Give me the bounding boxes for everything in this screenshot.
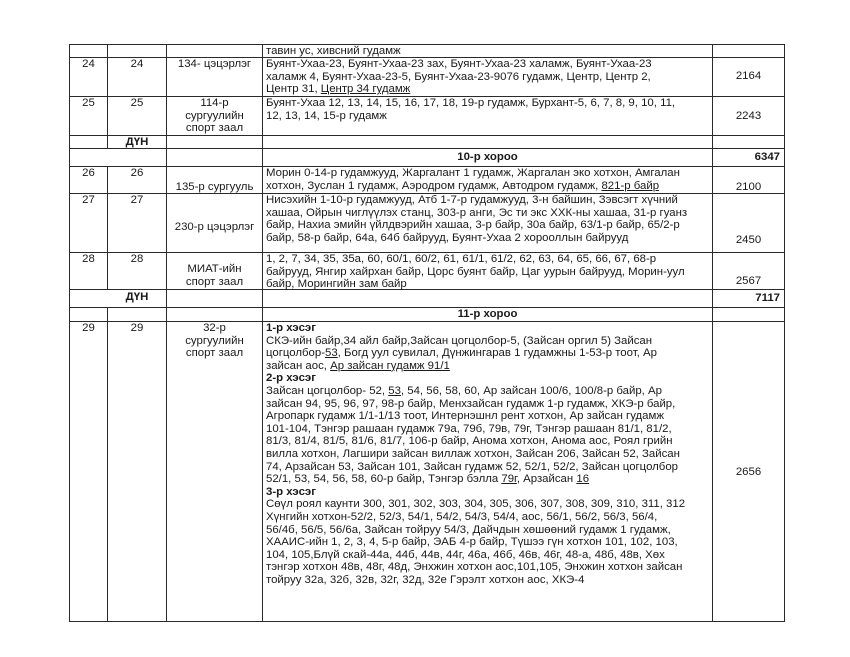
street-list-line: Сөүл роял каунти 300, 301, 302, 303, 304, 305, 306, 307, 308, 309, 310, 311, 312	[266, 498, 686, 511]
street-text: зайсан аос,	[266, 359, 331, 372]
street-list-line: 104, 105,Блүй скай-44а, 44б, 44в, 44г, 46а, 46б, 46в, 46г, 48-а, 48б, 48в, Хөх	[266, 548, 665, 561]
street-text: Зайсан цогцолбор- 52,	[266, 384, 389, 397]
street-list-line: тэнгэр хотхон 48в, 48г, 48д, Энхжин хотхон аос,101,105, Энхжин хотхон зайсан	[266, 561, 683, 574]
row-26-number: 26	[82, 167, 95, 179]
row-27-number: 27	[82, 194, 95, 206]
location-line: 114-р	[200, 97, 229, 109]
street-list-line	[266, 385, 685, 398]
table-right-border	[784, 44, 785, 622]
location-line: спорт заал	[185, 275, 244, 288]
col-divider	[712, 307, 713, 622]
location-line: сургуулийн	[185, 109, 244, 122]
sum-label: ДҮН	[125, 291, 149, 303]
sum-label: ДҮН	[125, 136, 149, 148]
row-26-location: 135-р сургууль	[175, 181, 254, 193]
street-list-line: байр, 58-р байр, 64а, 64б байрууд, Буянт-Ухаа 2 хорооллын байрууд	[266, 231, 629, 244]
row-25-location	[167, 97, 262, 135]
street-text: , Арзайсан	[516, 473, 577, 486]
street-text: 52/1, 53, 54, 56, 58, 60-р байр, Тэнгэр бэлла	[266, 473, 502, 486]
row-28-streets	[266, 253, 685, 291]
street-list-line	[266, 180, 680, 193]
row-28-location	[167, 263, 262, 288]
row-divider	[69, 135, 785, 136]
row-27-location: 230-р цэцэрлэг	[174, 221, 255, 233]
street-text: цогцолбор-	[266, 347, 325, 360]
row-24-number: 24	[82, 58, 95, 70]
row-divider	[69, 44, 785, 45]
street-text-underlined: 53	[325, 347, 338, 360]
sum-total-value: 7117	[755, 292, 780, 304]
row-27-streets	[266, 194, 687, 244]
khoroo-10-heading: 10-р хороо	[457, 151, 518, 163]
row-29-location	[167, 322, 262, 360]
row-27-voter-count: 2450	[735, 234, 762, 246]
row-29-station-number: 29	[130, 322, 144, 334]
khoroo-11-heading: 11-р хороо	[457, 308, 518, 320]
street-text: , 54, 56, 58, 60, Ар зайсан 100/6, 100/8-р байр, Ар	[400, 384, 662, 397]
row-29-number: 29	[82, 322, 95, 334]
location-line: спорт заал	[185, 122, 244, 135]
row-divider	[69, 148, 785, 149]
street-text-underlined: 821-р байр	[601, 179, 660, 192]
street-list-line: байрууд, Янгир хайрхан байр, Цорс буянт байр, Цаг уурын байрууд, Морин-уул	[266, 265, 685, 278]
street-text-underlined: Центр 34 гудамж	[320, 83, 411, 96]
street-list-line	[266, 83, 652, 96]
street-list-line: Хүнгийн хотхон-52/2, 52/3, 54/1, 54/2, 54/3, 54/4, аос, 56/1, 56/2, 56/3, 56/4,	[266, 510, 658, 523]
street-text-underlined: 79г	[501, 473, 517, 486]
street-list-line	[266, 473, 685, 486]
row-24-streets	[266, 58, 652, 96]
street-list-line: 101-104, Тэнгэр рашаан гудамж 79а, 79б, 79в, 79г, Тэнгэр рашаан 81/1, 81/2,	[266, 422, 672, 435]
sum-total-value: 6347	[754, 151, 780, 163]
street-list-line: 12, 13, 14, 15-р гудамж	[266, 109, 387, 122]
table-bottom-border	[69, 621, 785, 622]
row-24-location: 134- цэцэрлэг	[177, 58, 252, 70]
street-list-line: байр, Нахиа эмийн үйлдвэрийн хашаа, 3-р байр, 30а байр, 63/1-р байр, 65/2-р	[266, 219, 680, 232]
row-29-voter-count: 2656	[735, 466, 762, 478]
street-list-line: зайсан 94, 95, 96, 97, 98-р байр, Менхзайсан гудамж 1-р гудамж, ХКЭ-р байр,	[266, 397, 676, 410]
street-list-line	[266, 347, 685, 360]
street-list-line: 56/4б, 56/5, 56/6а, Зайсан тойруу 54/3, Дайчдын хөшөөний гудамж 1 гудамж,	[266, 523, 671, 536]
street-list-line: Буянт-Ухаа-23, Буянт-Ухаа-23 зах, Буянт-Ухаа-23 халамж, Буянт-Ухаа-23	[266, 58, 652, 70]
row-25-station-number: 25	[130, 97, 144, 109]
street-text-underlined: Ар зайсан гудамж 91/1	[330, 359, 450, 372]
street-list-line: вилла хотхон, Лагшири зайсан виллаж хотхон, Зайсан 206, Зайсан 52, Зайсан	[266, 447, 680, 460]
street-text-underlined: 53	[388, 384, 401, 397]
location-line: сургуулийн	[185, 334, 244, 347]
row-24-voter-count: 2164	[735, 70, 762, 82]
row-25-streets	[266, 97, 675, 122]
street-list-line: 81/3, 81/4, 81/5, 81/6, 81/7, 106-р байр, Анома хотхон, Анома аос, Роял грийн	[266, 435, 673, 448]
row-28-voter-count: 2567	[735, 275, 762, 287]
street-list-line: ХААИС-ийн 1, 2, 3, 4, 5-р байр, ЭАБ 4-р байр, Түшээ гүн хотхон 101, 102, 103,	[266, 536, 678, 549]
row-26-station-number: 26	[130, 167, 144, 179]
row-25-number: 25	[82, 97, 95, 109]
col-divider	[107, 307, 108, 622]
section-heading: 3-р хэсэг	[266, 485, 316, 498]
street-text: Центр 31,	[266, 83, 321, 96]
street-list-line: Агропарк гудамж 1/1-1/13 тоот, Интернэшнл рент хотхон, Ар зайсан гудамж	[266, 410, 664, 423]
street-text: хотхон, Зуслан 1 гудамж, Аэродром гудамж, Автодром гудамж,	[266, 179, 602, 192]
row-28-number: 28	[82, 253, 95, 265]
row-27-station-number: 27	[130, 194, 144, 206]
street-text-underlined: 16	[576, 473, 590, 486]
location-line: МИАТ-ийн	[187, 263, 242, 275]
street-list-line	[266, 360, 685, 373]
col-divider	[107, 166, 108, 289]
street-list-line: хашаа, Ойрын чиглүүлэх станц, 303-р анги, Эс ти экс ХХК-ны хашаа, 31-р гуанз	[266, 206, 688, 219]
street-list-line: Буянт-Ухаа 12, 13, 14, 15, 16, 17, 18, 19-р гудамж, Бурхант-5, 6, 7, 8, 9, 10, 11,	[266, 97, 676, 109]
location-line: 32-р	[203, 322, 226, 334]
street-list-line: 1, 2, 7, 34, 35, 35а, 60, 60/1, 60/2, 61, 61/1, 61/2, 62, 63, 64, 65, 66, 67, 68-р	[266, 253, 657, 265]
street-list-line: 74, Арзайсан 53, Зайсан 101, Зайсан гудамж 52, 52/1, 52/2, Зайсан цогцолбор	[266, 460, 679, 473]
row-23-continued-streets	[266, 45, 401, 58]
street-list-line: тойруу 32а, 32б, 32в, 32г, 32д, 32е Гэрэлт хотхон аос, ХКЭ-4	[266, 573, 585, 586]
street-list-line: халамж 4, Буянт-Ухаа-23-5, Буянт-Ухаа-23-9076 гудамж, Центр, Центр 2,	[266, 70, 651, 83]
row-26-streets	[266, 167, 680, 192]
row-24-station-number: 24	[130, 58, 144, 70]
street-list-line: Морин 0-14-р гудамжууд, Жаргалант 1 гудамж, Жаргалан эко хотхон, Амгалан	[266, 167, 680, 179]
section-heading: 1-р хэсэг	[266, 322, 316, 334]
location-line: спорт заал	[185, 347, 244, 360]
row-26-voter-count: 2100	[735, 181, 762, 193]
row-28-station-number: 28	[130, 253, 144, 265]
street-list-line: Нисэхийн 1-10-р гудамжууд, Атб 1-7-р гудамжууд, 3-н байшин, Зэвсэгт хүчний	[266, 194, 678, 206]
street-list-line: тавин ус, хивсний гудамж	[266, 45, 401, 57]
row-29-streets	[266, 322, 685, 586]
street-text: , Богд уул сувилал, Дүнжингарав 1 гудамжны 1-53-р тоот, Ар	[337, 347, 657, 360]
col-divider	[262, 44, 263, 622]
row-25-voter-count: 2243	[735, 110, 762, 122]
section-heading: 2-р хэсэг	[266, 372, 316, 385]
street-list-line: СКЭ-ийн байр,34 айл байр,Зайсан цогцолбор-5, (Зайсан оргил 5) Зайсан	[266, 334, 653, 347]
street-list-line: байр, Морингийн зам байр	[266, 278, 407, 291]
